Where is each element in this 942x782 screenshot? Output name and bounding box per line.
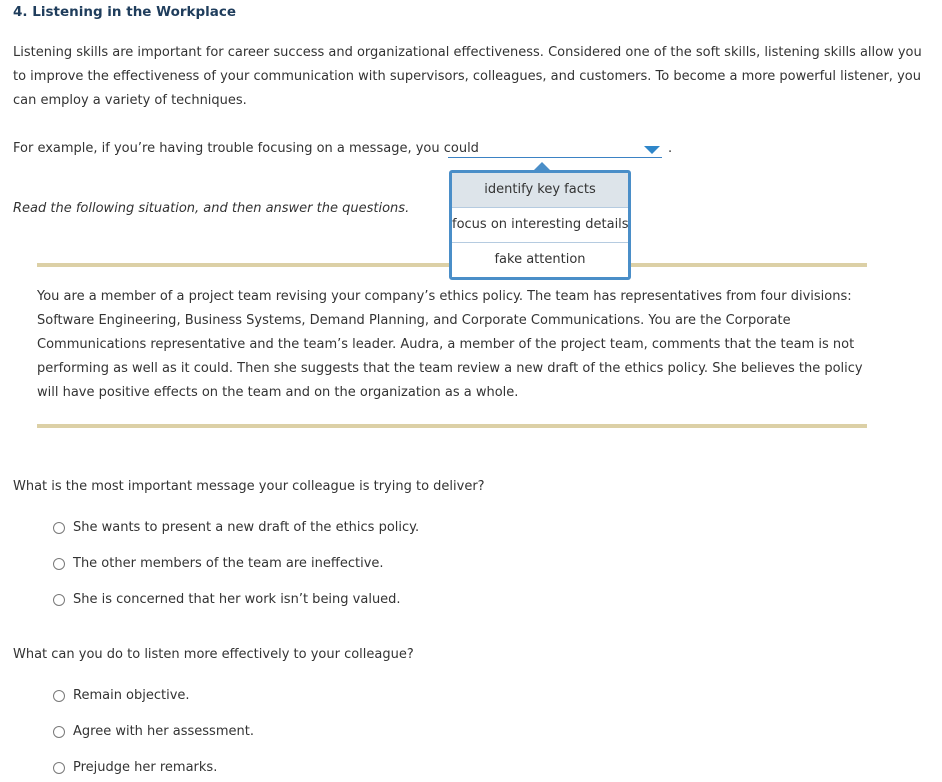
technique-dropdown[interactable] (448, 139, 662, 158)
chevron-down-icon[interactable] (644, 146, 660, 154)
radio-button[interactable] (53, 594, 65, 606)
instruction-text: Read the following situation, and then answer the questions. (13, 201, 410, 216)
option-label: Agree with her assessment. (73, 724, 254, 739)
q2-option-3[interactable] (53, 760, 217, 775)
scenario-divider-bottom (37, 424, 867, 428)
dropdown-option-focus-on-interesting-details[interactable]: focus on interesting details (452, 208, 628, 243)
question-title: 4. Listening in the Workplace (13, 4, 237, 20)
option-label: Remain objective. (73, 688, 190, 703)
example-prompt: For example, if you’re having trouble focusing on a message, you could (13, 141, 479, 156)
option-label: She wants to present a new draft of the ethics policy. (73, 520, 420, 535)
option-label: The other members of the team are ineffective. (73, 556, 384, 571)
scenario-paragraph: You are a member of a project team revising your company’s ethics policy. The team has representatives from four divisions: Software Engineering, Business Systems, Demand Planning, and Corporate Communications. You are the Corporate Communications representative and the team’s leader. Audra, a member of the project team, comments that the team is not performing as well as it could. Then she suggests that the team review a new draft of the ethics policy. She believes the policy will have positive effects on the team and on the organization as a whole. (37, 289, 863, 400)
radio-button[interactable] (53, 690, 65, 702)
q1-option-2[interactable] (53, 556, 384, 571)
q2-option-2[interactable] (53, 724, 254, 739)
dropdown-option-identify-key-facts[interactable]: identify key facts (452, 173, 628, 208)
question-2-text: What can you do to listen more effectively to your colleague? (13, 647, 414, 662)
q1-option-1[interactable] (53, 520, 419, 535)
option-label: She is concerned that her work isn’t being valued. (73, 592, 401, 607)
question-1-text: What is the most important message your colleague is trying to deliver? (13, 479, 485, 494)
example-suffix: . (668, 141, 673, 156)
radio-button[interactable] (53, 558, 65, 570)
radio-button[interactable] (53, 522, 65, 534)
q1-option-3[interactable] (53, 592, 401, 607)
intro-paragraph: Listening skills are important for career success and organizational effectiveness. Considered one of the soft skills, listening skills allow you to improve the effectiveness of your communication with supervisors, colleagues, and customers. To become a more powerful listener, you can employ a variety of techniques. (13, 45, 922, 108)
dropdown-option-fake-attention[interactable]: fake attention (494, 252, 586, 267)
q2-option-1[interactable] (53, 688, 190, 703)
radio-button[interactable] (53, 762, 65, 774)
dropdown-menu (449, 170, 631, 280)
radio-button[interactable] (53, 726, 65, 738)
option-label: Prejudge her remarks. (73, 760, 218, 775)
